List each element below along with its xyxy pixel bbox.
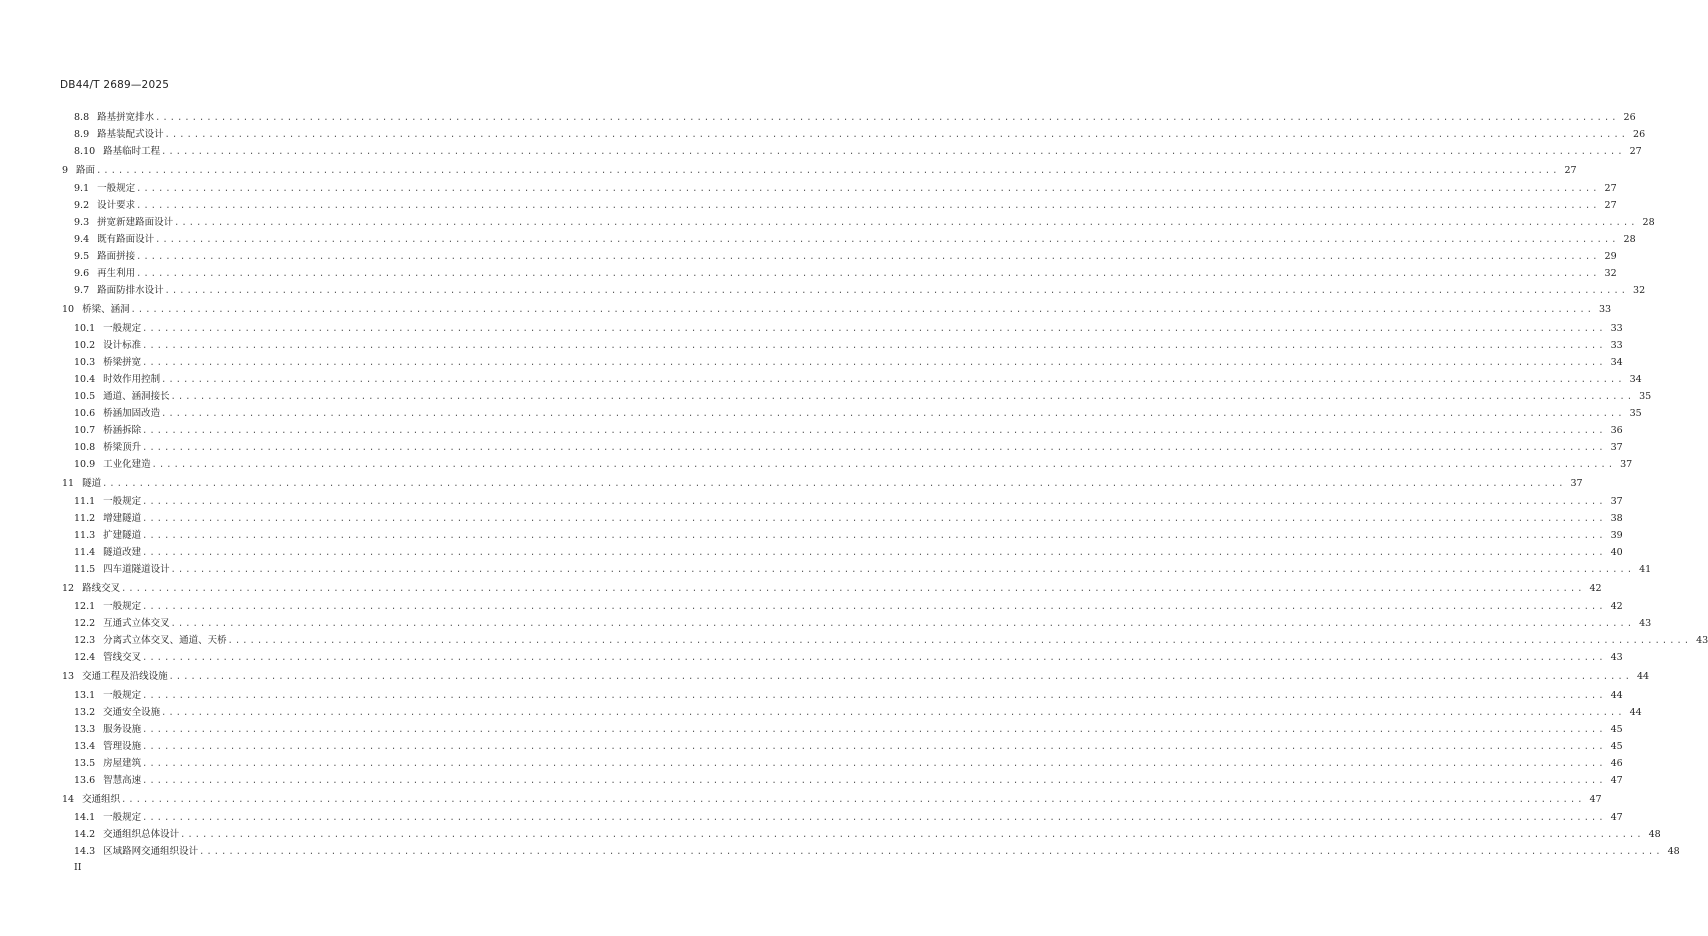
toc-entry-number: 13.2 <box>74 707 96 718</box>
toc-section-row[interactable] <box>0 336 1623 352</box>
toc-chapter-row[interactable] <box>0 667 1650 683</box>
toc-dot-leader: ........................................................................................................................................................................................................ <box>161 409 1625 419</box>
toc-entry-number: 12.1 <box>74 601 96 612</box>
toc-entry-page: 34 <box>1610 357 1623 368</box>
toc-entry-page: 45 <box>1610 741 1623 752</box>
toc-section-row[interactable] <box>0 808 1623 824</box>
toc-entry-number: 9.7 <box>74 285 90 296</box>
toc-entry-title: 一般规定 <box>103 601 142 612</box>
toc-entry-number: 10.2 <box>74 340 96 351</box>
toc-section-row[interactable] <box>0 353 1623 369</box>
toc-entry-number: 10.8 <box>74 442 96 453</box>
toc-entry-number: 11.3 <box>74 530 96 541</box>
toc-dot-leader: ........................................................................................................................................................................................................ <box>142 443 1606 453</box>
toc-entry-number: 11.5 <box>74 564 96 575</box>
toc-entry-title: 增建隧道 <box>103 513 142 524</box>
toc-section-row[interactable] <box>0 455 1633 471</box>
toc-entry-title: 桥梁拼宽 <box>103 357 142 368</box>
toc-dot-leader: ........................................................................................................................................................................................................ <box>142 531 1606 541</box>
toc-entry-number: 13.5 <box>74 758 96 769</box>
toc-section-row[interactable] <box>0 230 1636 246</box>
toc-section-row[interactable] <box>0 179 1617 195</box>
toc-entry-number: 13.6 <box>74 775 96 786</box>
toc-entry-number: 14.2 <box>74 829 96 840</box>
toc-section-row[interactable] <box>0 648 1623 664</box>
toc-dot-leader: ........................................................................................................................................................................................................ <box>136 201 1600 211</box>
toc-entry-number: 10.1 <box>74 323 96 334</box>
toc-entry-number: 9 <box>62 165 69 176</box>
toc-dot-leader: ........................................................................................................................................................................................................ <box>142 776 1606 786</box>
toc-dot-leader: ........................................................................................................................................................................................................ <box>130 305 1595 315</box>
toc-dot-leader: ........................................................................................................................................................................................................ <box>174 218 1638 228</box>
toc-entry-page: 39 <box>1610 530 1623 541</box>
toc-section-row[interactable] <box>0 492 1623 508</box>
toc-entry-page: 33 <box>1599 304 1612 315</box>
toc-section-row[interactable] <box>0 438 1623 454</box>
toc-section-row[interactable] <box>0 264 1617 280</box>
toc-entry-page: 43 <box>1696 635 1708 646</box>
toc-entry-page: 47 <box>1589 794 1602 805</box>
toc-entry-title: 桥涵加固改造 <box>103 408 161 419</box>
toc-entry-page: 37 <box>1610 442 1623 453</box>
toc-chapter-row[interactable] <box>0 790 1602 806</box>
toc-entry-title: 一般规定 <box>97 183 136 194</box>
toc-entry-number: 8.10 <box>74 146 96 157</box>
toc-entry-page: 27 <box>1604 200 1617 211</box>
toc-section-row[interactable] <box>0 142 1642 158</box>
toc-entry-title: 设计标准 <box>103 340 142 351</box>
toc-entry-title: 桥涵拆除 <box>103 425 142 436</box>
toc-section-row[interactable] <box>0 319 1623 335</box>
toc-entry-page: 38 <box>1610 513 1623 524</box>
toc-entry-page: 29 <box>1604 251 1617 262</box>
toc-section-row[interactable] <box>0 842 1680 858</box>
toc-entry-title: 一般规定 <box>103 690 142 701</box>
toc-entry-title: 桥梁顶升 <box>103 442 142 453</box>
toc-entry-number: 11.2 <box>74 513 96 524</box>
toc-dot-leader: ........................................................................................................................................................................................................ <box>142 497 1606 507</box>
toc-dot-leader: ........................................................................................................................................................................................................ <box>142 324 1606 334</box>
toc-entry-page: 33 <box>1610 323 1623 334</box>
toc-entry-number: 9.6 <box>74 268 90 279</box>
toc-dot-leader: ........................................................................................................................................................................................................ <box>142 653 1606 663</box>
toc-dot-leader: ........................................................................................................................................................................................................ <box>155 113 1619 123</box>
toc-entry-number: 9.2 <box>74 200 90 211</box>
toc-entry-page: 47 <box>1610 775 1623 786</box>
toc-entry-title: 时效作用控制 <box>103 374 161 385</box>
toc-entry-number: 12.4 <box>74 652 96 663</box>
toc-dot-leader: ........................................................................................................................................................................................................ <box>164 130 1629 140</box>
toc-dot-leader: ........................................................................................................................................................................................................ <box>136 252 1600 262</box>
toc-dot-leader: ........................................................................................................................................................................................................ <box>161 375 1625 385</box>
toc-dot-leader: ........................................................................................................................................................................................................ <box>136 184 1600 194</box>
toc-entry-title: 路面拼接 <box>97 251 136 262</box>
toc-dot-leader: ........................................................................................................................................................................................................ <box>142 341 1606 351</box>
toc-entry-page: 28 <box>1623 234 1636 245</box>
toc-section-row[interactable] <box>0 387 1652 403</box>
toc-section-row[interactable] <box>0 125 1646 141</box>
toc-entry-page: 42 <box>1610 601 1623 612</box>
toc-entry-number: 14.1 <box>74 812 96 823</box>
toc-dot-leader: ........................................................................................................................................................................................................ <box>161 147 1625 157</box>
toc-entry-page: 37 <box>1620 459 1633 470</box>
toc-entry-page: 35 <box>1629 408 1642 419</box>
toc-section-row[interactable] <box>0 213 1655 229</box>
toc-section-row[interactable] <box>0 526 1623 542</box>
toc-entry-number: 10.5 <box>74 391 96 402</box>
toc-entry-number: 8.8 <box>74 112 90 123</box>
toc-entry-number: 9.1 <box>74 183 90 194</box>
toc-dot-leader: ........................................................................................................................................................................................................ <box>142 813 1606 823</box>
toc-section-row[interactable] <box>0 754 1623 770</box>
toc-dot-leader: ........................................................................................................................................................................................................ <box>102 479 1566 489</box>
toc-dot-leader: ........................................................................................................................................................................................................ <box>199 847 1663 857</box>
toc-entry-page: 26 <box>1623 112 1636 123</box>
toc-section-row[interactable] <box>0 281 1646 297</box>
toc-entry-title: 四车道隧道设计 <box>103 564 170 575</box>
toc-dot-leader: ........................................................................................................................................................................................................ <box>180 830 1644 840</box>
toc-entry-title: 服务设施 <box>103 724 142 735</box>
toc-dot-leader: ........................................................................................................................................................................................................ <box>155 235 1619 245</box>
toc-section-row[interactable] <box>0 597 1623 613</box>
toc-entry-page: 44 <box>1637 671 1650 682</box>
toc-entry-title: 隧道 <box>82 478 102 489</box>
page-number: II <box>74 862 82 873</box>
toc-entry-number: 12.3 <box>74 635 96 646</box>
toc-entry-title: 交通工程及沿线设施 <box>82 671 168 682</box>
toc-entry-page: 27 <box>1564 165 1577 176</box>
toc-dot-leader: ........................................................................................................................................................................................................ <box>121 584 1585 594</box>
toc-dot-leader: ........................................................................................................................................................................................................ <box>142 725 1606 735</box>
toc-entry-page: 41 <box>1639 564 1652 575</box>
toc-entry-number: 13.4 <box>74 741 96 752</box>
toc-section-row[interactable] <box>0 771 1623 787</box>
toc-entry-title: 设计要求 <box>97 200 136 211</box>
toc-section-row[interactable] <box>0 614 1652 630</box>
toc-dot-leader: ........................................................................................................................................................................................................ <box>168 672 1633 682</box>
toc-dot-leader: ........................................................................................................................................................................................................ <box>151 460 1616 470</box>
toc-entry-title: 一般规定 <box>103 496 142 507</box>
toc-entry-title: 分离式立体交叉、通道、天桥 <box>103 635 227 646</box>
document-code: DB44/T 2689—2025 <box>60 79 170 91</box>
toc-entry-page: 44 <box>1610 690 1623 701</box>
toc-dot-leader: ........................................................................................................................................................................................................ <box>136 269 1600 279</box>
toc-section-row[interactable] <box>0 370 1642 386</box>
toc-entry-title: 管线交叉 <box>103 652 142 663</box>
toc-entry-page: 48 <box>1648 829 1661 840</box>
toc-entry-number: 12.2 <box>74 618 96 629</box>
toc-entry-title: 交通组织总体设计 <box>103 829 180 840</box>
toc-dot-leader: ........................................................................................................................................................................................................ <box>142 426 1606 436</box>
toc-dot-leader: ........................................................................................................................................................................................................ <box>142 602 1606 612</box>
toc-entry-title: 路基拼宽排水 <box>97 112 155 123</box>
toc-chapter-row[interactable] <box>0 300 1612 316</box>
toc-dot-leader: ........................................................................................................................................................................................................ <box>121 795 1585 805</box>
toc-dot-leader: ........................................................................................................................................................................................................ <box>142 691 1606 701</box>
toc-dot-leader: ........................................................................................................................................................................................................ <box>161 708 1625 718</box>
toc-entry-page: 27 <box>1604 183 1617 194</box>
toc-section-row[interactable] <box>0 737 1623 753</box>
toc-entry-page: 45 <box>1610 724 1623 735</box>
toc-entry-title: 一般规定 <box>103 812 142 823</box>
toc-entry-number: 10.6 <box>74 408 96 419</box>
toc-entry-number: 12 <box>62 583 75 594</box>
toc-entry-title: 一般规定 <box>103 323 142 334</box>
toc-dot-leader: ........................................................................................................................................................................................................ <box>170 392 1635 402</box>
toc-entry-page: 32 <box>1633 285 1646 296</box>
toc-dot-leader: ........................................................................................................................................................................................................ <box>142 742 1606 752</box>
toc-entry-page: 44 <box>1629 707 1642 718</box>
toc-entry-page: 27 <box>1629 146 1642 157</box>
toc-dot-leader: ........................................................................................................................................................................................................ <box>227 636 1692 646</box>
toc-section-row[interactable] <box>0 247 1617 263</box>
toc-entry-title: 互通式立体交叉 <box>103 618 170 629</box>
toc-section-row[interactable] <box>0 196 1617 212</box>
toc-entry-title: 路面防排水设计 <box>97 285 164 296</box>
toc-entry-number: 11.4 <box>74 547 96 558</box>
toc-dot-leader: ........................................................................................................................................................................................................ <box>142 358 1606 368</box>
toc-entry-page: 46 <box>1610 758 1623 769</box>
toc-entry-page: 42 <box>1589 583 1602 594</box>
toc-section-row[interactable] <box>0 720 1623 736</box>
toc-entry-title: 拼宽新建路面设计 <box>97 217 174 228</box>
toc-entry-number: 11 <box>62 478 75 489</box>
toc-section-row[interactable] <box>0 686 1623 702</box>
toc-chapter-row[interactable] <box>0 161 1577 177</box>
toc-dot-leader: ........................................................................................................................................................................................................ <box>170 565 1635 575</box>
toc-entry-page: 32 <box>1604 268 1617 279</box>
toc-entry-title: 区域路网交通组织设计 <box>103 846 199 857</box>
toc-entry-title: 路基装配式设计 <box>97 129 164 140</box>
toc-entry-number: 9.5 <box>74 251 90 262</box>
toc-section-row[interactable] <box>0 509 1623 525</box>
toc-dot-leader: ........................................................................................................................................................................................................ <box>170 619 1635 629</box>
toc-entry-number: 9.3 <box>74 217 90 228</box>
toc-section-row[interactable] <box>0 825 1661 841</box>
toc-dot-leader: ........................................................................................................................................................................................................ <box>142 514 1606 524</box>
toc-section-row[interactable] <box>0 543 1623 559</box>
toc-entry-page: 26 <box>1633 129 1646 140</box>
toc-section-row[interactable] <box>0 108 1636 124</box>
toc-entry-title: 房屋建筑 <box>103 758 142 769</box>
toc-entry-title: 扩建隧道 <box>103 530 142 541</box>
toc-entry-page: 43 <box>1639 618 1652 629</box>
toc-entry-page: 28 <box>1642 217 1655 228</box>
toc-chapter-row[interactable] <box>0 474 1583 490</box>
toc-entry-number: 10.3 <box>74 357 96 368</box>
toc-entry-number: 13 <box>62 671 75 682</box>
toc-section-row[interactable] <box>0 421 1623 437</box>
toc-entry-page: 37 <box>1610 496 1623 507</box>
toc-dot-leader: ........................................................................................................................................................................................................ <box>142 548 1606 558</box>
toc-section-row[interactable] <box>0 560 1652 576</box>
toc-chapter-row[interactable] <box>0 579 1602 595</box>
toc-entry-title: 隧道改建 <box>103 547 142 558</box>
toc-entry-page: 37 <box>1570 478 1583 489</box>
toc-entry-number: 13.3 <box>74 724 96 735</box>
toc-entry-page: 35 <box>1639 391 1652 402</box>
toc-entry-page: 43 <box>1610 652 1623 663</box>
toc-entry-title: 路面 <box>76 165 96 176</box>
toc-entry-page: 48 <box>1667 846 1680 857</box>
toc-section-row[interactable] <box>0 703 1642 719</box>
toc-dot-leader: ........................................................................................................................................................................................................ <box>164 286 1629 296</box>
toc-entry-page: 47 <box>1610 812 1623 823</box>
toc-dot-leader: ........................................................................................................................................................................................................ <box>96 166 1560 176</box>
toc-entry-page: 40 <box>1610 547 1623 558</box>
toc-entry-title: 路基临时工程 <box>103 146 161 157</box>
toc-entry-number: 11.1 <box>74 496 96 507</box>
toc-entry-page: 33 <box>1610 340 1623 351</box>
toc-entry-number: 10.4 <box>74 374 96 385</box>
toc-entry-number: 13.1 <box>74 690 96 701</box>
toc-entry-title: 既有路面设计 <box>97 234 155 245</box>
toc-entry-title: 智慧高速 <box>103 775 142 786</box>
toc-entry-number: 8.9 <box>74 129 90 140</box>
toc-entry-title: 工业化建造 <box>103 459 151 470</box>
toc-entry-number: 14 <box>62 794 75 805</box>
toc-entry-number: 10.9 <box>74 459 96 470</box>
toc-entry-page: 36 <box>1610 425 1623 436</box>
toc-entry-title: 再生利用 <box>97 268 136 279</box>
toc-entry-page: 34 <box>1629 374 1642 385</box>
toc-entry-number: 10 <box>62 304 75 315</box>
toc-entry-number: 10.7 <box>74 425 96 436</box>
toc-entry-number: 9.4 <box>74 234 90 245</box>
toc-section-row[interactable] <box>0 631 1708 647</box>
toc-section-row[interactable] <box>0 404 1642 420</box>
toc-entry-title: 通道、涵洞接长 <box>103 391 170 402</box>
toc-entry-title: 管理设施 <box>103 741 142 752</box>
toc-entry-title: 路线交叉 <box>82 583 121 594</box>
toc-entry-title: 交通组织 <box>82 794 121 805</box>
toc-entry-number: 14.3 <box>74 846 96 857</box>
toc-dot-leader: ........................................................................................................................................................................................................ <box>142 759 1606 769</box>
toc-entry-title: 交通安全设施 <box>103 707 161 718</box>
toc-entry-title: 桥梁、涵洞 <box>82 304 130 315</box>
